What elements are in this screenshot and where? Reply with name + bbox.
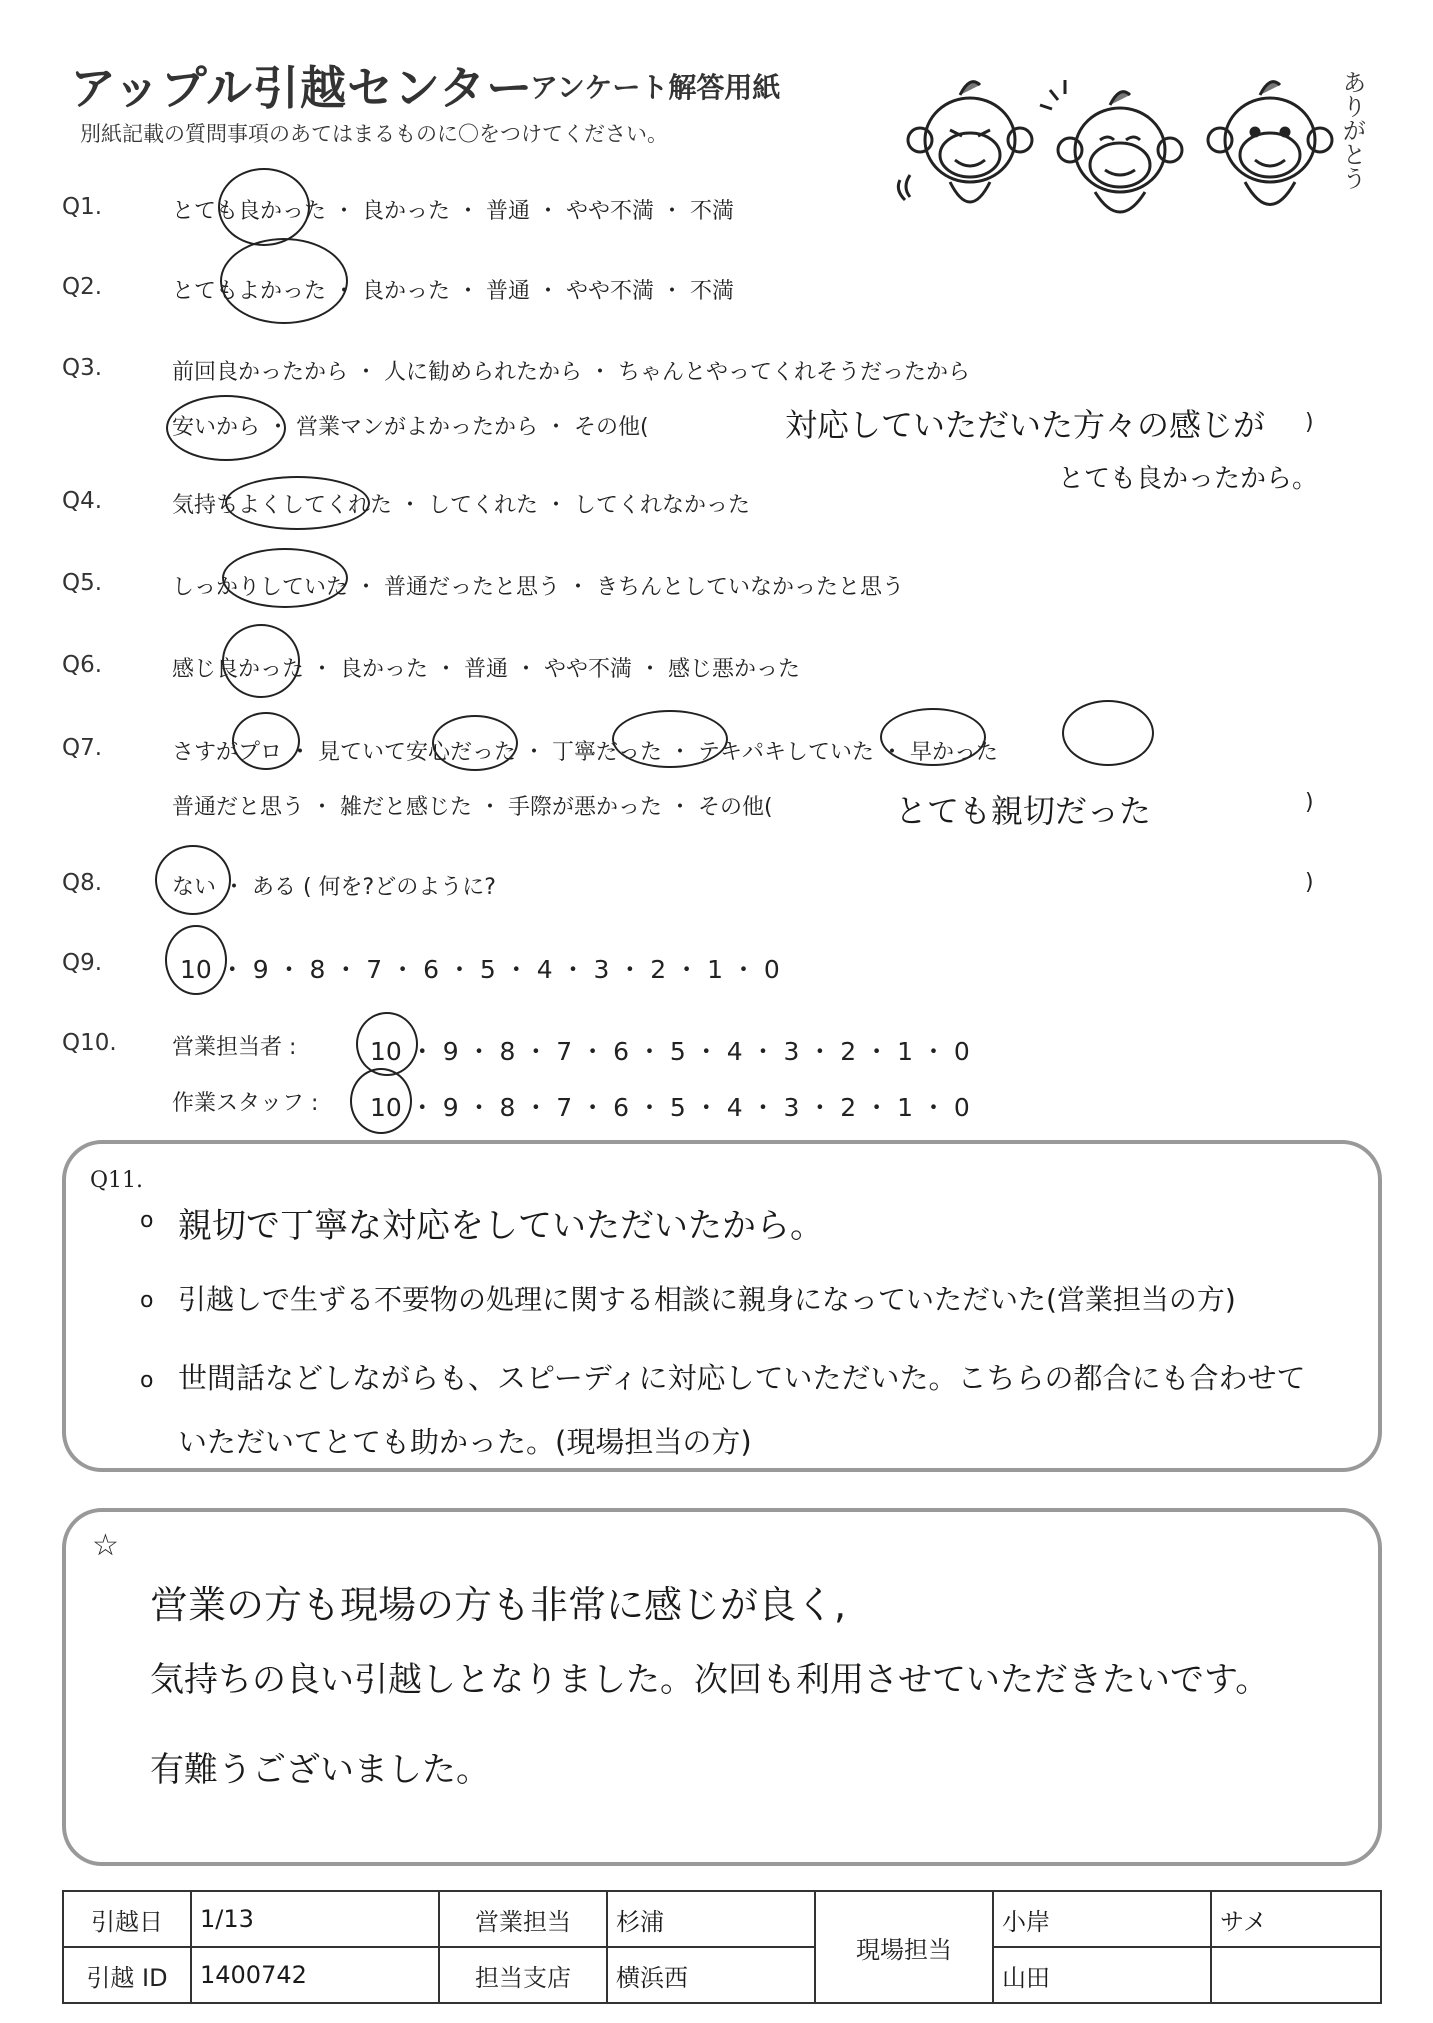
- q7-close-paren: ): [1305, 790, 1314, 815]
- comment-line-3: 有難うございました。: [150, 1750, 490, 1790]
- site-name-3: サメ: [1211, 1891, 1381, 1947]
- move-date-value: 1/13: [191, 1891, 439, 1947]
- site-label: 現場担当: [815, 1891, 993, 2003]
- branch-label: 担当支店: [439, 1947, 607, 2003]
- q8-options: ない ・ ある ( 何を?どのように?: [172, 875, 496, 900]
- comment-star: ☆: [92, 1528, 119, 1563]
- q2-label: Q2.: [62, 274, 103, 300]
- company-title: アップル引越センター: [70, 61, 534, 115]
- q11-item-3b: いただいてとても助かった。(現場担当の方): [178, 1425, 752, 1459]
- q11-bullet-2: o: [140, 1288, 154, 1313]
- q10-staff-scale: 10 ・ 9 ・ 8 ・ 7 ・ 6 ・ 5 ・ 4 ・ 3 ・ 2 ・ 1 ・ 0: [370, 1093, 970, 1122]
- q7-label: Q7.: [62, 735, 103, 761]
- q10-sales-label: 営業担当者 :: [172, 1035, 297, 1060]
- q8-close-paren: ): [1305, 870, 1314, 895]
- q11-bullet-1: o: [140, 1208, 154, 1233]
- q10-staff-label: 作業スタッフ :: [172, 1091, 319, 1116]
- q11-item-2: 引越しで生ずる不要物の処理に関する相談に親身になっていただいた(営業担当の方): [178, 1283, 1236, 1316]
- q4-options: 気持ちよくしてくれた ・ してくれた ・ してくれなかった: [172, 493, 750, 518]
- q7-answer-circle-tekipaki: [880, 708, 986, 766]
- q7-options-line1: さすがプロ ・ 見ていて安心だった ・ 丁寧だった ・ テキパキしていた ・ 早かった: [172, 740, 998, 765]
- mascot-illustration: [890, 60, 1360, 240]
- q6-options: 感じ良かった ・ 良かった ・ 普通 ・ やや不満 ・ 感じ悪かった: [172, 657, 800, 682]
- q7-other-answer: とても親切だった: [895, 792, 1152, 830]
- q3-other-answer-2: とても良かったから。: [1058, 464, 1319, 494]
- q3-label: Q3.: [62, 355, 103, 381]
- q10-staff-answer-circle: [350, 1068, 412, 1134]
- q11-label: Q11.: [90, 1168, 144, 1193]
- comment-line-2: 気持ちの良い引越しとなりました。次回も利用させていただきたいです。: [150, 1660, 1270, 1700]
- q9-options: 10 ・ 9 ・ 8 ・ 7 ・ 6 ・ 5 ・ 4 ・ 3 ・ 2 ・ 1 ・ 0: [180, 955, 780, 984]
- q7-answer-circle-anshin: [432, 715, 518, 771]
- thanks-text: ありがとう: [1338, 70, 1366, 190]
- q10-sales-answer-circle: [356, 1012, 418, 1076]
- branch-name: 横浜西: [607, 1947, 815, 2003]
- q1-options: とても良かった ・ 良かった ・ 普通 ・ やや不満 ・ 不満: [172, 199, 734, 224]
- q11-item-3a: 世間話などしながらも、スピーディに対応していただいた。こちらの都合にも合わせて: [178, 1361, 1306, 1395]
- q9-answer-circle: [165, 925, 227, 995]
- q2-answer-circle: [220, 238, 348, 324]
- q9-label: Q9.: [62, 950, 103, 976]
- q7-answer-circle-pro: [232, 712, 300, 770]
- q7-answer-circle-hayai: [1062, 700, 1154, 766]
- site-empty-cell: [1211, 1947, 1381, 2003]
- q1-answer-circle: [218, 168, 310, 246]
- q3-other-answer-1: 対応していただいた方々の感じが: [785, 406, 1266, 444]
- q3-options-line2: 安いから ・ 営業マンがよかったから ・ その他(: [172, 415, 649, 440]
- q8-answer-circle: [155, 845, 231, 915]
- q6-label: Q6.: [62, 652, 103, 678]
- instruction-text: 別紙記載の質問事項のあてはまるものに〇をつけてください。: [80, 122, 668, 146]
- q3-options-line1: 前回良かったから ・ 人に勧められたから ・ ちゃんとやってくれそうだったから: [172, 360, 970, 385]
- q3-answer-circle: [166, 395, 286, 461]
- q6-answer-circle: [222, 624, 300, 698]
- q8-label: Q8.: [62, 870, 103, 896]
- move-id-value: 1400742: [191, 1947, 439, 2003]
- sales-name: 杉浦: [607, 1891, 815, 1947]
- q7-answer-circle-teinei: [612, 710, 728, 768]
- move-date-label: 引越日: [63, 1891, 191, 1947]
- q5-answer-circle: [222, 548, 348, 608]
- site-name-1: 小岸: [993, 1891, 1211, 1947]
- q4-label: Q4.: [62, 488, 103, 514]
- q11-bullet-3: o: [140, 1368, 154, 1393]
- q10-sales-scale: 10 ・ 9 ・ 8 ・ 7 ・ 6 ・ 5 ・ 4 ・ 3 ・ 2 ・ 1 ・ 0: [370, 1037, 970, 1066]
- q5-label: Q5.: [62, 570, 103, 596]
- form-subtitle: アンケート解答用紙: [530, 71, 781, 104]
- q2-options: とてもよかった ・ 良かった ・ 普通 ・ やや不満 ・ 不満: [172, 279, 734, 304]
- sales-label: 営業担当: [439, 1891, 607, 1947]
- q11-item-1: 親切で丁寧な対応をしていただいたから。: [178, 1206, 824, 1246]
- comment-line-1: 営業の方も現場の方も非常に感じが良く,: [150, 1583, 847, 1627]
- q10-label: Q10.: [62, 1030, 117, 1056]
- footer-table: [62, 1890, 1382, 2004]
- site-name-2: 山田: [993, 1947, 1211, 2003]
- q5-options: しっかりしていた ・ 普通だったと思う ・ きちんとしていなかったと思う: [172, 575, 904, 600]
- q4-answer-circle: [225, 476, 370, 530]
- q3-close-paren: ): [1305, 410, 1314, 435]
- q1-label: Q1.: [62, 194, 103, 220]
- q7-options-line2: 普通だと思う ・ 雑だと感じた ・ 手際が悪かった ・ その他(: [172, 795, 773, 820]
- move-id-label: 引越 ID: [63, 1947, 191, 2003]
